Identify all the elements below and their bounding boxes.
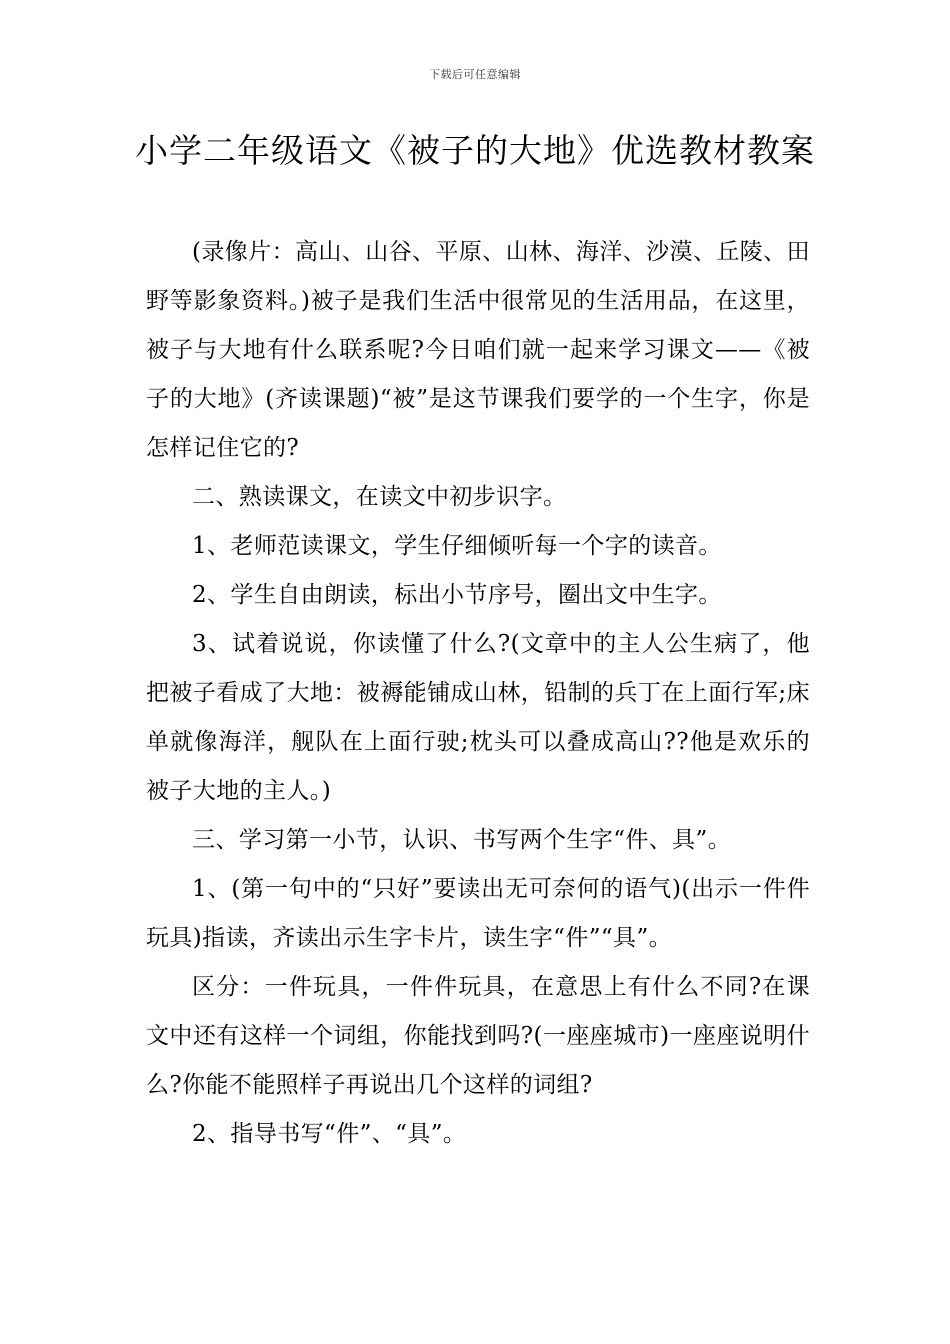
- document-title: 小学二年级语文《被子的大地》优选教材教案: [135, 131, 815, 170]
- paragraph: 2、学生自由朗读，标出小节序号，圈出文中生字。: [192, 582, 722, 608]
- paragraph: 3、试着说说，你读懂了什么?(文章中的主人公生病了，他把被子看成了大地：被褥能铺成山林，铅制的兵丁在上面行军;床单就像海洋，舰队在上面行驶;枕头可以叠成高山??他是欢乐的被子大地的主人。): [146, 631, 810, 804]
- paragraph: 区分：一件玩具，一件件玩具，在意思上有什么不同?在课文中还有这样一个词组，你能找到吗?(一座座城市)一座座说明什么?你能不能照样子再说出几个这样的词组?: [146, 974, 810, 1098]
- document-body: [146, 228, 810, 1159]
- paragraph: (录像片：高山、山谷、平原、山林、海洋、沙漠、丘陵、田野等影象资料。)被子是我们生活中很常见的生活用品，在这里，被子与大地有什么联系呢?今日咱们就一起来学习课文——《被子的大地》(齐读课题)“被”是这节课我们要学的一个生字，你是怎样记住它的?: [146, 239, 810, 461]
- paragraph: 1、老师范读课文，学生仔细倾听每一个字的读音。: [192, 533, 722, 559]
- paragraph: 2、指导书写“件”、“具”。: [192, 1121, 467, 1147]
- paragraph: 三、学习第一小节，认识、书写两个生字“件、具”。: [192, 827, 732, 853]
- paragraph: 二、熟读课文，在读文中初步识字。: [192, 484, 567, 510]
- header-note: 下载后可任意编辑: [429, 68, 521, 81]
- paragraph: 1、(第一句中的“只好”要读出无可奈何的语气)(出示一件件玩具)指读，齐读出示生字卡片，读生字“件”“具”。: [146, 876, 810, 951]
